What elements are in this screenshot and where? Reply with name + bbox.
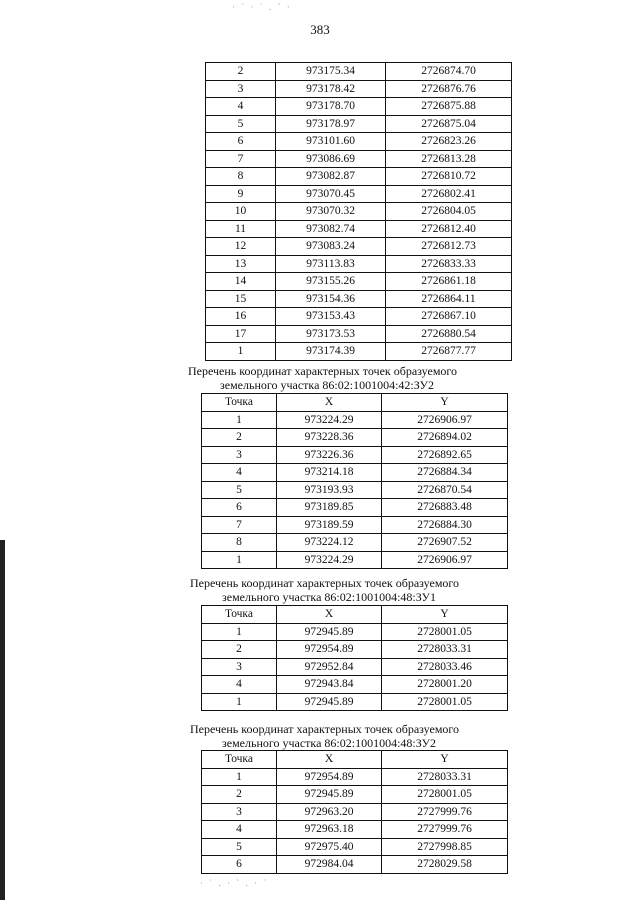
table-body xyxy=(202,411,508,569)
header-row xyxy=(202,751,508,769)
cell-point: 6 xyxy=(202,856,277,874)
cell-y: 2726883.48 xyxy=(382,499,508,517)
table-row xyxy=(202,429,508,447)
header-row xyxy=(202,394,508,412)
table-row xyxy=(206,63,512,81)
table-row xyxy=(202,499,508,517)
cell-point: 15 xyxy=(206,290,276,308)
cell-x: 973083.24 xyxy=(276,238,386,256)
cell-point: 8 xyxy=(206,168,276,186)
table-row xyxy=(202,658,508,676)
cell-point: 7 xyxy=(202,516,277,534)
table-body xyxy=(206,63,512,361)
cell-x: 973189.85 xyxy=(277,499,382,517)
cell-x: 973173.53 xyxy=(276,325,386,343)
cell-point: 4 xyxy=(202,464,277,482)
table-row xyxy=(206,325,512,343)
cell-point: 3 xyxy=(202,803,277,821)
cell-x: 972952.84 xyxy=(277,658,382,676)
cell-y: 2728001.20 xyxy=(382,676,508,694)
cell-point: 2 xyxy=(202,641,277,659)
cell-x: 973082.87 xyxy=(276,168,386,186)
cell-y: 2726802.41 xyxy=(386,185,512,203)
table-row xyxy=(202,786,508,804)
table-row xyxy=(202,516,508,534)
table-row xyxy=(206,308,512,326)
cell-x: 973113.83 xyxy=(276,255,386,273)
cell-point: 3 xyxy=(206,80,276,98)
table-row xyxy=(202,623,508,641)
coordinates-table-continued xyxy=(205,62,512,361)
table-body xyxy=(202,768,508,873)
table-row xyxy=(206,290,512,308)
cell-y: 2726812.40 xyxy=(386,220,512,238)
cell-x: 972975.40 xyxy=(277,838,382,856)
cell-y: 2726823.26 xyxy=(386,133,512,151)
cell-point: 9 xyxy=(206,185,276,203)
cell-x: 973070.32 xyxy=(276,203,386,221)
cell-y: 2726884.30 xyxy=(382,516,508,534)
coordinates-table-48-zu1 xyxy=(201,605,508,711)
cell-point: 1 xyxy=(202,551,277,569)
cell-x: 973226.36 xyxy=(277,446,382,464)
cell-point: 1 xyxy=(202,693,277,711)
table-row xyxy=(202,534,508,552)
table-row xyxy=(202,446,508,464)
header-x: X xyxy=(277,606,382,624)
table-row xyxy=(206,220,512,238)
cell-point: 13 xyxy=(206,255,276,273)
cell-x: 973154.36 xyxy=(276,290,386,308)
cell-x: 973193.93 xyxy=(277,481,382,499)
cell-point: 8 xyxy=(202,534,277,552)
cell-x: 973086.69 xyxy=(276,150,386,168)
cell-point: 6 xyxy=(202,499,277,517)
cell-y: 2726892.65 xyxy=(382,446,508,464)
cell-point: 12 xyxy=(206,238,276,256)
cell-y: 2726877.77 xyxy=(386,343,512,361)
cell-point: 5 xyxy=(202,838,277,856)
header-x: X xyxy=(277,751,382,769)
caption-line-2: земельного участка 86:02:1001004:48:ЗУ1 xyxy=(222,590,436,604)
cell-x: 973174.39 xyxy=(276,343,386,361)
cell-y: 2726813.28 xyxy=(386,150,512,168)
scan-edge-bar xyxy=(0,540,5,900)
caption-line-1: Перечень координат характерных точек образуемого xyxy=(190,722,460,736)
cell-x: 972963.18 xyxy=(277,821,382,839)
cell-x: 973178.42 xyxy=(276,80,386,98)
cell-point: 6 xyxy=(206,133,276,151)
cell-y: 2728033.31 xyxy=(382,641,508,659)
cell-point: 2 xyxy=(202,786,277,804)
cell-y: 2727999.76 xyxy=(382,821,508,839)
cell-x: 973224.12 xyxy=(277,534,382,552)
cell-x: 972954.89 xyxy=(277,768,382,786)
cell-point: 5 xyxy=(202,481,277,499)
cell-y: 2726875.04 xyxy=(386,115,512,133)
table-caption xyxy=(190,722,459,750)
header-point: Точка xyxy=(202,394,277,412)
cell-x: 972943.84 xyxy=(277,676,382,694)
header-y: Y xyxy=(382,606,508,624)
cell-x: 972945.89 xyxy=(277,786,382,804)
table-row xyxy=(202,803,508,821)
caption-line-1: Перечень координат характерных точек образуемого xyxy=(190,576,460,590)
cell-y: 2726875.88 xyxy=(386,98,512,116)
cell-x: 972963.20 xyxy=(277,803,382,821)
table-row xyxy=(202,411,508,429)
scan-noise-top: · ` · ˙ . ` · xyxy=(232,2,292,12)
table-row xyxy=(206,98,512,116)
cell-x: 972945.89 xyxy=(277,623,382,641)
table-row xyxy=(202,551,508,569)
cell-point: 4 xyxy=(206,98,276,116)
cell-y: 2728033.46 xyxy=(382,658,508,676)
header-point: Точка xyxy=(202,606,277,624)
cell-point: 5 xyxy=(206,115,276,133)
table-row xyxy=(206,80,512,98)
table-row xyxy=(206,255,512,273)
cell-y: 2726876.76 xyxy=(386,80,512,98)
table-caption xyxy=(188,364,457,392)
cell-y: 2728033.31 xyxy=(382,768,508,786)
cell-point: 7 xyxy=(206,150,276,168)
cell-point: 17 xyxy=(206,325,276,343)
table-row xyxy=(206,133,512,151)
cell-x: 972945.89 xyxy=(277,693,382,711)
table-row xyxy=(202,676,508,694)
table-row xyxy=(206,168,512,186)
cell-y: 2728001.05 xyxy=(382,693,508,711)
cell-x: 972954.89 xyxy=(277,641,382,659)
cell-point: 4 xyxy=(202,821,277,839)
cell-y: 2726870.54 xyxy=(382,481,508,499)
cell-y: 2727998.85 xyxy=(382,838,508,856)
cell-y: 2726864.11 xyxy=(386,290,512,308)
caption-line-2: земельного участка 86:02:1001004:42:ЗУ2 xyxy=(220,378,434,392)
table-row xyxy=(202,856,508,874)
cell-y: 2727999.76 xyxy=(382,803,508,821)
table-row xyxy=(206,343,512,361)
table-row xyxy=(202,641,508,659)
header-y: Y xyxy=(382,394,508,412)
cell-x: 973178.70 xyxy=(276,98,386,116)
cell-y: 2726812.73 xyxy=(386,238,512,256)
cell-point: 1 xyxy=(206,343,276,361)
table-row xyxy=(206,238,512,256)
cell-x: 973224.29 xyxy=(277,551,382,569)
cell-x: 973155.26 xyxy=(276,273,386,291)
cell-x: 973101.60 xyxy=(276,133,386,151)
cell-y: 2726894.02 xyxy=(382,429,508,447)
header-row xyxy=(202,606,508,624)
scan-noise-bottom: · ˙ . · ` . · ˙ xyxy=(200,878,269,888)
table-body xyxy=(202,623,508,711)
cell-y: 2726861.18 xyxy=(386,273,512,291)
cell-x: 973189.59 xyxy=(277,516,382,534)
cell-point: 1 xyxy=(202,768,277,786)
cell-y: 2726804.05 xyxy=(386,203,512,221)
cell-point: 2 xyxy=(206,63,276,81)
cell-point: 16 xyxy=(206,308,276,326)
cell-point: 2 xyxy=(202,429,277,447)
header-x: X xyxy=(277,394,382,412)
cell-point: 11 xyxy=(206,220,276,238)
cell-x: 973153.43 xyxy=(276,308,386,326)
cell-point: 3 xyxy=(202,446,277,464)
cell-y: 2726810.72 xyxy=(386,168,512,186)
cell-point: 10 xyxy=(206,203,276,221)
page-number: 383 xyxy=(310,22,330,37)
cell-y: 2726907.52 xyxy=(382,534,508,552)
cell-point: 3 xyxy=(202,658,277,676)
table-row xyxy=(202,481,508,499)
cell-x: 973082.74 xyxy=(276,220,386,238)
cell-y: 2728001.05 xyxy=(382,786,508,804)
table-row xyxy=(202,693,508,711)
header-y: Y xyxy=(382,751,508,769)
cell-point: 4 xyxy=(202,676,277,694)
table-row xyxy=(206,115,512,133)
coordinates-table-48-zu2 xyxy=(201,750,508,874)
cell-y: 2728029.58 xyxy=(382,856,508,874)
table-row xyxy=(202,838,508,856)
cell-y: 2726880.54 xyxy=(386,325,512,343)
cell-point: 1 xyxy=(202,623,277,641)
cell-x: 973070.45 xyxy=(276,185,386,203)
cell-point: 14 xyxy=(206,273,276,291)
cell-x: 973214.18 xyxy=(277,464,382,482)
header-point: Точка xyxy=(202,751,277,769)
cell-y: 2726833.33 xyxy=(386,255,512,273)
table-row xyxy=(202,821,508,839)
coordinates-table-42-zu2 xyxy=(201,393,508,569)
table-row xyxy=(202,768,508,786)
cell-x: 973228.36 xyxy=(277,429,382,447)
cell-y: 2726884.34 xyxy=(382,464,508,482)
table-row xyxy=(206,203,512,221)
cell-x: 972984.04 xyxy=(277,856,382,874)
table-row xyxy=(202,464,508,482)
cell-y: 2728001.05 xyxy=(382,623,508,641)
table-row xyxy=(206,150,512,168)
cell-y: 2726874.70 xyxy=(386,63,512,81)
table-row xyxy=(206,273,512,291)
cell-x: 973178.97 xyxy=(276,115,386,133)
caption-line-1: Перечень координат характерных точек образуемого xyxy=(188,364,458,378)
cell-y: 2726867.10 xyxy=(386,308,512,326)
caption-line-2: земельного участка 86:02:1001004:48:ЗУ2 xyxy=(222,736,436,750)
cell-x: 973175.34 xyxy=(276,63,386,81)
table-row xyxy=(206,185,512,203)
cell-y: 2726906.97 xyxy=(382,551,508,569)
table-caption xyxy=(190,576,459,604)
cell-point: 1 xyxy=(202,411,277,429)
cell-y: 2726906.97 xyxy=(382,411,508,429)
cell-x: 973224.29 xyxy=(277,411,382,429)
